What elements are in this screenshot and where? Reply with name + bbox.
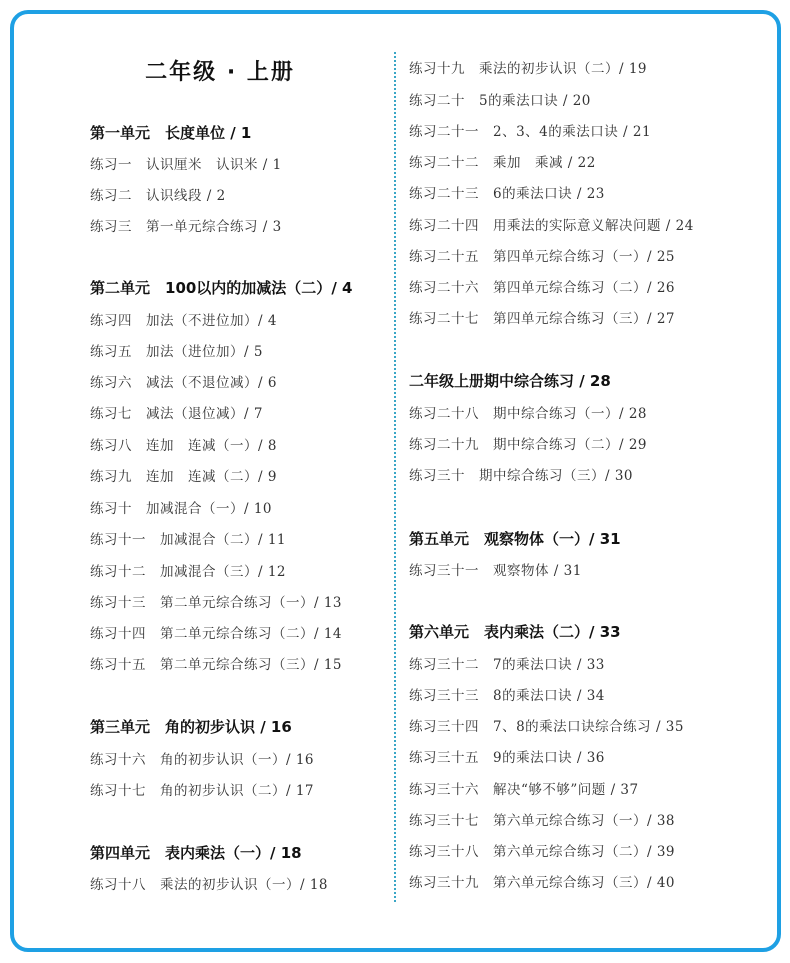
- toc-entry: 练习三十五 9的乘法口诀 / 36: [409, 750, 605, 766]
- toc-entry: 练习十三 第二单元综合练习（一）/ 13: [90, 595, 343, 611]
- toc-entry: 练习九 连加 连减（二）/ 9: [90, 469, 277, 485]
- toc-entry: 练习三十九 第六单元综合练习（三）/ 40: [409, 875, 676, 891]
- toc-entry: 练习三十 期中综合练习（三）/ 30: [409, 468, 634, 484]
- toc-entry: 练习三十一 观察物体 / 31: [409, 563, 582, 579]
- toc-entry: 练习十九 乘法的初步认识（二）/ 19: [409, 61, 648, 77]
- toc-entry: 练习二十一 2、3、4的乘法口诀 / 21: [409, 124, 652, 140]
- toc-entry: 练习七 减法（退位减）/ 7: [90, 406, 263, 422]
- toc-entry: 练习二十八 期中综合练习（一）/ 28: [409, 406, 648, 422]
- toc-entry: 练习十五 第二单元综合练习（三）/ 15: [90, 657, 343, 673]
- toc-entry: 练习三十四 7、8的乘法口诀综合练习 / 35: [409, 719, 684, 735]
- toc-entry: 练习三十二 7的乘法口诀 / 33: [409, 657, 605, 673]
- toc-entry: 练习十七 角的初步认识（二）/ 17: [90, 783, 315, 799]
- toc-entry: 练习三十八 第六单元综合练习（二）/ 39: [409, 844, 676, 860]
- toc-unit-heading: 第二单元 100以内的加减法（二）/ 4: [90, 279, 353, 297]
- toc-entry: 练习十六 角的初步认识（一）/ 16: [90, 752, 315, 768]
- toc-entry: 练习二十四 用乘法的实际意义解决问题 / 24: [409, 218, 694, 234]
- toc-entry: 练习三十六 解决“够不够”问题 / 37: [409, 782, 639, 798]
- toc-unit-heading: 第一单元 长度单位 / 1: [90, 124, 252, 142]
- toc-unit-heading: 第三单元 角的初步认识 / 16: [90, 718, 292, 736]
- column-divider: [394, 52, 396, 902]
- toc-entry: 练习三 第一单元综合练习 / 3: [90, 219, 282, 235]
- toc-entry: 练习一 认识厘米 认识米 / 1: [90, 157, 282, 173]
- toc-entry: 练习十八 乘法的初步认识（一）/ 18: [90, 877, 329, 893]
- toc-entry: 练习十四 第二单元综合练习（二）/ 14: [90, 626, 343, 642]
- toc-entry: 练习二十七 第四单元综合练习（三）/ 27: [409, 311, 676, 327]
- toc-entry: 练习五 加法（进位加）/ 5: [90, 344, 263, 360]
- toc-entry: 练习十 加减混合（一）/ 10: [90, 501, 273, 517]
- toc-entry: 练习十二 加减混合（三）/ 12: [90, 564, 287, 580]
- toc-unit-heading: 二年级上册期中综合练习 / 28: [409, 372, 611, 390]
- toc-entry: 练习四 加法（不进位加）/ 4: [90, 313, 277, 329]
- toc-entry: 练习三十七 第六单元综合练习（一）/ 38: [409, 813, 676, 829]
- toc-unit-heading: 第五单元 观察物体（一）/ 31: [409, 530, 621, 548]
- toc-entry: 练习二十五 第四单元综合练习（一）/ 25: [409, 249, 676, 265]
- toc-entry: 练习二十二 乘加 乘减 / 22: [409, 155, 596, 171]
- toc-unit-heading: 第六单元 表内乘法（二）/ 33: [409, 623, 621, 641]
- toc-entry: 练习十一 加减混合（二）/ 11: [90, 532, 287, 548]
- toc-entry: 练习二十六 第四单元综合练习（二）/ 26: [409, 280, 676, 296]
- toc-entry: 练习二十九 期中综合练习（二）/ 29: [409, 437, 648, 453]
- toc-entry: 练习二十 5的乘法口诀 / 20: [409, 93, 591, 109]
- toc-unit-heading: 第四单元 表内乘法（一）/ 18: [90, 844, 302, 862]
- toc-entry: 练习三十三 8的乘法口诀 / 34: [409, 688, 605, 704]
- toc-entry: 练习八 连加 连减（一）/ 8: [90, 438, 277, 454]
- page-title: 二年级 · 上册: [145, 60, 295, 85]
- toc-entry: 练习六 减法（不退位减）/ 6: [90, 375, 277, 391]
- toc-entry: 练习二 认识线段 / 2: [90, 188, 226, 204]
- toc-entry: 练习二十三 6的乘法口诀 / 23: [409, 186, 605, 202]
